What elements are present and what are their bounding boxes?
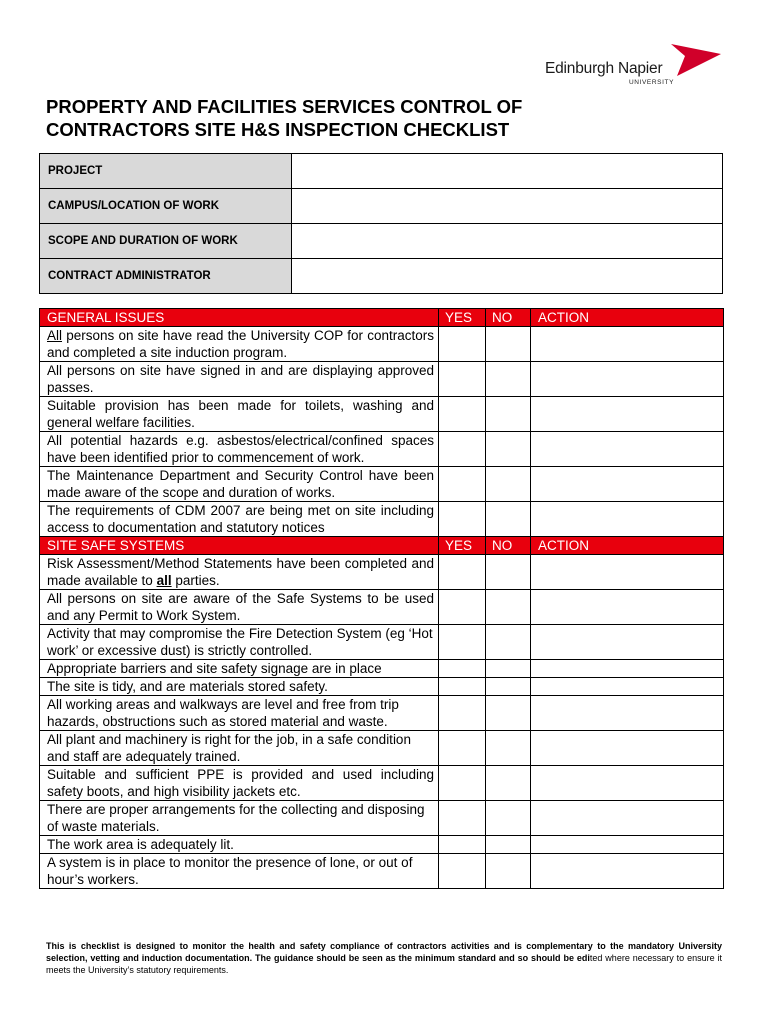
- checklist-item: [40, 766, 439, 801]
- item-text-end: persons on site have read the University COP for contractors and completed a site induction program.: [47, 328, 434, 360]
- yes-cell[interactable]: [439, 678, 486, 696]
- no-cell[interactable]: [486, 696, 531, 731]
- action-header: ACTION: [531, 537, 724, 555]
- no-cell[interactable]: [486, 801, 531, 836]
- item-text: The requirements of CDM 2007 are being met on site including access to documentation and statutory notices: [47, 503, 434, 535]
- no-cell[interactable]: [486, 766, 531, 801]
- no-cell[interactable]: [486, 397, 531, 432]
- checklist-item: [40, 625, 439, 660]
- no-cell[interactable]: [486, 854, 531, 889]
- action-cell[interactable]: [531, 854, 724, 889]
- yes-cell[interactable]: [439, 362, 486, 397]
- checklist-row: [40, 696, 724, 731]
- footnote-bold: This is checklist is designed to monitor the health and safety compliance of contractors activities and is complementary to the mandatory University selection, vetting and induction documentation. The guidance should be seen as the minimum standard and so should be edi: [46, 941, 722, 963]
- checklist-row: [40, 590, 724, 625]
- action-cell[interactable]: [531, 555, 724, 590]
- yes-cell[interactable]: [439, 801, 486, 836]
- checklist-row: [40, 660, 724, 678]
- info-label: PROJECT: [40, 154, 292, 189]
- yes-header: YES: [439, 309, 486, 327]
- checklist-item: [40, 731, 439, 766]
- checklist-item: [40, 467, 439, 502]
- action-cell[interactable]: [531, 590, 724, 625]
- yes-cell[interactable]: [439, 696, 486, 731]
- action-cell[interactable]: [531, 836, 724, 854]
- checklist-item: [40, 854, 439, 889]
- checklist-item: [40, 555, 439, 590]
- yes-cell[interactable]: [439, 397, 486, 432]
- checklist-item: [40, 696, 439, 731]
- checklist-row: [40, 327, 724, 362]
- project-info-table: [39, 153, 723, 294]
- yes-cell[interactable]: [439, 432, 486, 467]
- item-text-end: parties.: [171, 573, 220, 588]
- item-text: Risk Assessment/Method Statements have been completed and made available to: [47, 556, 434, 588]
- checklist-row: [40, 836, 724, 854]
- footnote-rest: ted where necessary to ensure it meets the University’s statutory requirements.: [46, 953, 722, 975]
- item-text: All working areas and walkways are level and free from trip hazards, obstructions such as stored material and waste.: [47, 697, 399, 729]
- action-cell[interactable]: [531, 625, 724, 660]
- no-cell[interactable]: [486, 555, 531, 590]
- checklist-item: [40, 397, 439, 432]
- logo-name: Edinburgh Napier: [545, 60, 663, 77]
- info-value-field[interactable]: [292, 224, 723, 259]
- section-title: SITE SAFE SYSTEMS: [40, 537, 439, 555]
- checklist-row: [40, 467, 724, 502]
- item-text: Suitable provision has been made for toilets, washing and general welfare facilities.: [47, 398, 434, 430]
- no-header: NO: [486, 537, 531, 555]
- yes-cell[interactable]: [439, 660, 486, 678]
- action-cell[interactable]: [531, 362, 724, 397]
- action-cell[interactable]: [531, 731, 724, 766]
- no-cell[interactable]: [486, 660, 531, 678]
- checklist-row: [40, 801, 724, 836]
- yes-cell[interactable]: [439, 854, 486, 889]
- yes-cell[interactable]: [439, 327, 486, 362]
- yes-cell[interactable]: [439, 731, 486, 766]
- yes-cell[interactable]: [439, 502, 486, 537]
- checklist-item: [40, 660, 439, 678]
- yes-cell[interactable]: [439, 836, 486, 854]
- university-logo: [545, 44, 725, 94]
- info-label: SCOPE AND DURATION OF WORK: [40, 224, 292, 259]
- info-value-field[interactable]: [292, 259, 723, 294]
- info-row: [40, 259, 723, 294]
- item-text: Appropriate barriers and site safety signage are in place: [47, 661, 382, 676]
- item-text: All persons on site are aware of the Safe Systems to be used and any Permit to Work System.: [47, 591, 434, 623]
- no-cell[interactable]: [486, 731, 531, 766]
- no-cell[interactable]: [486, 467, 531, 502]
- checklist-row: [40, 854, 724, 889]
- no-cell[interactable]: [486, 502, 531, 537]
- item-emphasis: All: [47, 328, 63, 343]
- action-cell[interactable]: [531, 801, 724, 836]
- page-title: [46, 95, 522, 141]
- section-title: GENERAL ISSUES: [40, 309, 439, 327]
- action-cell[interactable]: [531, 678, 724, 696]
- item-emphasis: all: [156, 573, 172, 588]
- item-text: All potential hazards e.g. asbestos/electrical/confined spaces have been identified prior to commencement of work.: [47, 433, 434, 465]
- yes-cell[interactable]: [439, 467, 486, 502]
- item-text: The Maintenance Department and Security Control have been made aware of the scope and duration of works.: [47, 468, 434, 500]
- action-cell[interactable]: [531, 432, 724, 467]
- checklist-row: [40, 731, 724, 766]
- checklist-item: [40, 362, 439, 397]
- checklist-row: [40, 766, 724, 801]
- action-cell[interactable]: [531, 502, 724, 537]
- checklist-row: [40, 432, 724, 467]
- item-text: There are proper arrangements for the collecting and disposing of waste materials.: [47, 802, 425, 834]
- no-cell[interactable]: [486, 432, 531, 467]
- info-value-field[interactable]: [292, 189, 723, 224]
- action-cell[interactable]: [531, 327, 724, 362]
- no-cell[interactable]: [486, 678, 531, 696]
- info-label: CAMPUS/LOCATION OF WORK: [40, 189, 292, 224]
- info-value-field[interactable]: [292, 154, 723, 189]
- action-cell[interactable]: [531, 766, 724, 801]
- item-text: All plant and machinery is right for the job, in a safe condition and staff are adequately trained.: [47, 732, 411, 764]
- action-cell[interactable]: [531, 696, 724, 731]
- yes-cell[interactable]: [439, 625, 486, 660]
- item-text: A system is in place to monitor the presence of lone, or out of hour’s workers.: [47, 855, 413, 887]
- checklist-row: [40, 555, 724, 590]
- action-cell[interactable]: [531, 467, 724, 502]
- no-cell[interactable]: [486, 362, 531, 397]
- checklist-item: [40, 327, 439, 362]
- item-text: Activity that may compromise the Fire Detection System (eg ‘Hot work’ or excessive dust) is strictly controlled.: [47, 626, 433, 658]
- info-row: [40, 154, 723, 189]
- checklist-item: [40, 801, 439, 836]
- action-cell[interactable]: [531, 660, 724, 678]
- yes-cell[interactable]: [439, 766, 486, 801]
- checklist-row: [40, 625, 724, 660]
- item-text: Suitable and sufficient PPE is provided and used including safety boots, and high visibility jackets etc.: [47, 767, 434, 799]
- no-cell[interactable]: [486, 327, 531, 362]
- inspection-checklist-table: [39, 308, 724, 889]
- no-cell[interactable]: [486, 590, 531, 625]
- no-cell[interactable]: [486, 836, 531, 854]
- checklist-item: [40, 678, 439, 696]
- footnote: [46, 940, 722, 976]
- checklist-row: [40, 678, 724, 696]
- title-line-2: CONTRACTORS SITE H&S INSPECTION CHECKLIST: [46, 119, 510, 140]
- checklist-row: [40, 362, 724, 397]
- info-label: CONTRACT ADMINISTRATOR: [40, 259, 292, 294]
- item-text: The work area is adequately lit.: [47, 837, 234, 852]
- checklist-row: [40, 397, 724, 432]
- yes-cell[interactable]: [439, 590, 486, 625]
- yes-cell[interactable]: [439, 555, 486, 590]
- checklist-item: [40, 432, 439, 467]
- item-text: All persons on site have signed in and are displaying approved passes.: [47, 363, 434, 395]
- checklist-item: [40, 836, 439, 854]
- no-header: NO: [486, 309, 531, 327]
- info-row: [40, 189, 723, 224]
- info-row: [40, 224, 723, 259]
- item-text: The site is tidy, and are materials stored safety.: [47, 679, 328, 694]
- logo-triangle-icon: [671, 44, 721, 76]
- checklist-row: [40, 502, 724, 537]
- title-line-1: PROPERTY AND FACILITIES SERVICES CONTROL OF: [46, 96, 523, 117]
- action-cell[interactable]: [531, 397, 724, 432]
- logo-subtitle: UNIVERSITY: [629, 79, 675, 86]
- checklist-item: [40, 590, 439, 625]
- checklist-item: [40, 502, 439, 537]
- action-header: ACTION: [531, 309, 724, 327]
- no-cell[interactable]: [486, 625, 531, 660]
- section-header: [40, 309, 724, 327]
- yes-header: YES: [439, 537, 486, 555]
- section-header: [40, 537, 724, 555]
